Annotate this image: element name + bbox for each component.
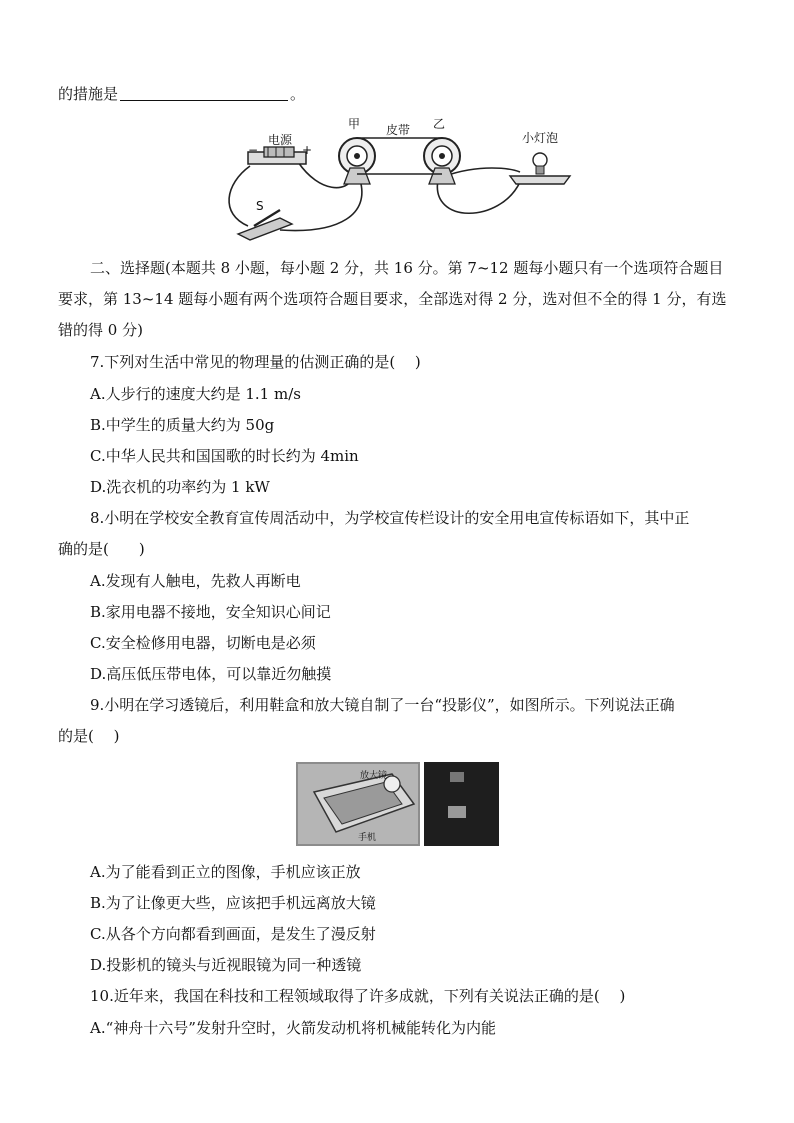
q7-option-d[interactable]: D.洗衣机的功率约为 1 kW	[90, 478, 270, 496]
q10-option-a[interactable]: A.“神舟十六号”发射升空时，火箭发动机将机械能转化为内能	[90, 1019, 496, 1037]
q9-stem-1: 9.小明在学习透镜后，利用鞋盒和放大镜自制了一台“投影仪”，如图所示。下列说法正确	[90, 696, 675, 714]
q8-option-d[interactable]: D.高压低压带电体，可以靠近勿触摸	[90, 665, 332, 683]
q9-stem-2: 的是( )	[58, 727, 120, 745]
q8-stem-1: 8.小明在学校安全教育宣传周活动中，为学校宣传栏设计的安全用电宣传标语如下，其中正	[90, 509, 690, 527]
q8-option-c[interactable]: C.安全检修用电器，切断电是必须	[90, 634, 316, 652]
wire-jia-to-switch	[280, 180, 362, 231]
yi-label: 乙	[433, 117, 446, 131]
pulley-yi-icon	[424, 138, 460, 184]
q7-stem: 7.下列对生活中常见的物理量的估测正确的是( )	[90, 353, 421, 371]
pulley-jia-icon	[339, 138, 375, 184]
q8-stem-2: 确的是( )	[58, 540, 145, 558]
q8-option-b[interactable]: B.家用电器不接地，安全知识心间记	[90, 603, 331, 621]
wire-yi-to-bulb	[437, 180, 520, 213]
plus-label: +	[302, 143, 313, 157]
q7-option-a[interactable]: A.人步行的速度大约是 1.1 m/s	[90, 385, 301, 403]
section-line-2: 要求，第 13~14 题每小题有两个选项符合题目要求，全部选对得 2 分，选对但不全的得 1 分，有选	[58, 290, 727, 308]
q8-option-a[interactable]: A.发现有人触电，先救人再断电	[90, 572, 301, 590]
power-label: 电源	[268, 133, 293, 147]
circuit-figure	[220, 114, 590, 246]
q9-option-d[interactable]: D.投影机的镜头与近视眼镜为同一种透镜	[90, 956, 362, 974]
q7-option-b[interactable]: B.中学生的质量大约为 50g	[90, 416, 275, 434]
q10-stem: 10.近年来，我国在科技和工程领域取得了许多成就，下列有关说法正确的是( )	[90, 987, 626, 1005]
q9-option-a[interactable]: A.为了能看到正立的图像，手机应该正放	[90, 863, 361, 881]
wire-left	[229, 166, 250, 226]
q9-option-c[interactable]: C.从各个方向都看到画面，是发生了漫反射	[90, 925, 376, 943]
photo-lens-label: 放大镜	[360, 771, 388, 781]
answer-prefix: 的措施是	[58, 85, 119, 103]
answer-suffix: 。	[290, 85, 306, 103]
wire-yi-to-bulb-2	[445, 168, 520, 176]
minus-label: −	[248, 143, 259, 157]
q7-option-c[interactable]: C.中华人民共和国国歌的时长约为 4min	[90, 447, 359, 465]
jia-label: 甲	[348, 117, 361, 131]
answer-blank[interactable]	[120, 86, 288, 101]
section-line-1: 二、选择题(本题共 8 小题，每小题 2 分，共 16 分。第 7~12 题每小题只有一个选项符合题目	[90, 259, 724, 277]
switch-label: S	[256, 199, 264, 213]
photo-phone-label: 手机	[358, 833, 377, 843]
section-line-3: 错的得 0 分)	[58, 321, 143, 339]
q9-option-b[interactable]: B.为了让像更大些，应该把手机远离放大镜	[90, 894, 376, 912]
bulb-label: 小灯泡	[522, 131, 559, 145]
projector-photos	[296, 762, 499, 846]
answer-line	[58, 84, 305, 104]
belt-label: 皮带	[386, 123, 411, 137]
bulb-icon	[510, 153, 570, 184]
